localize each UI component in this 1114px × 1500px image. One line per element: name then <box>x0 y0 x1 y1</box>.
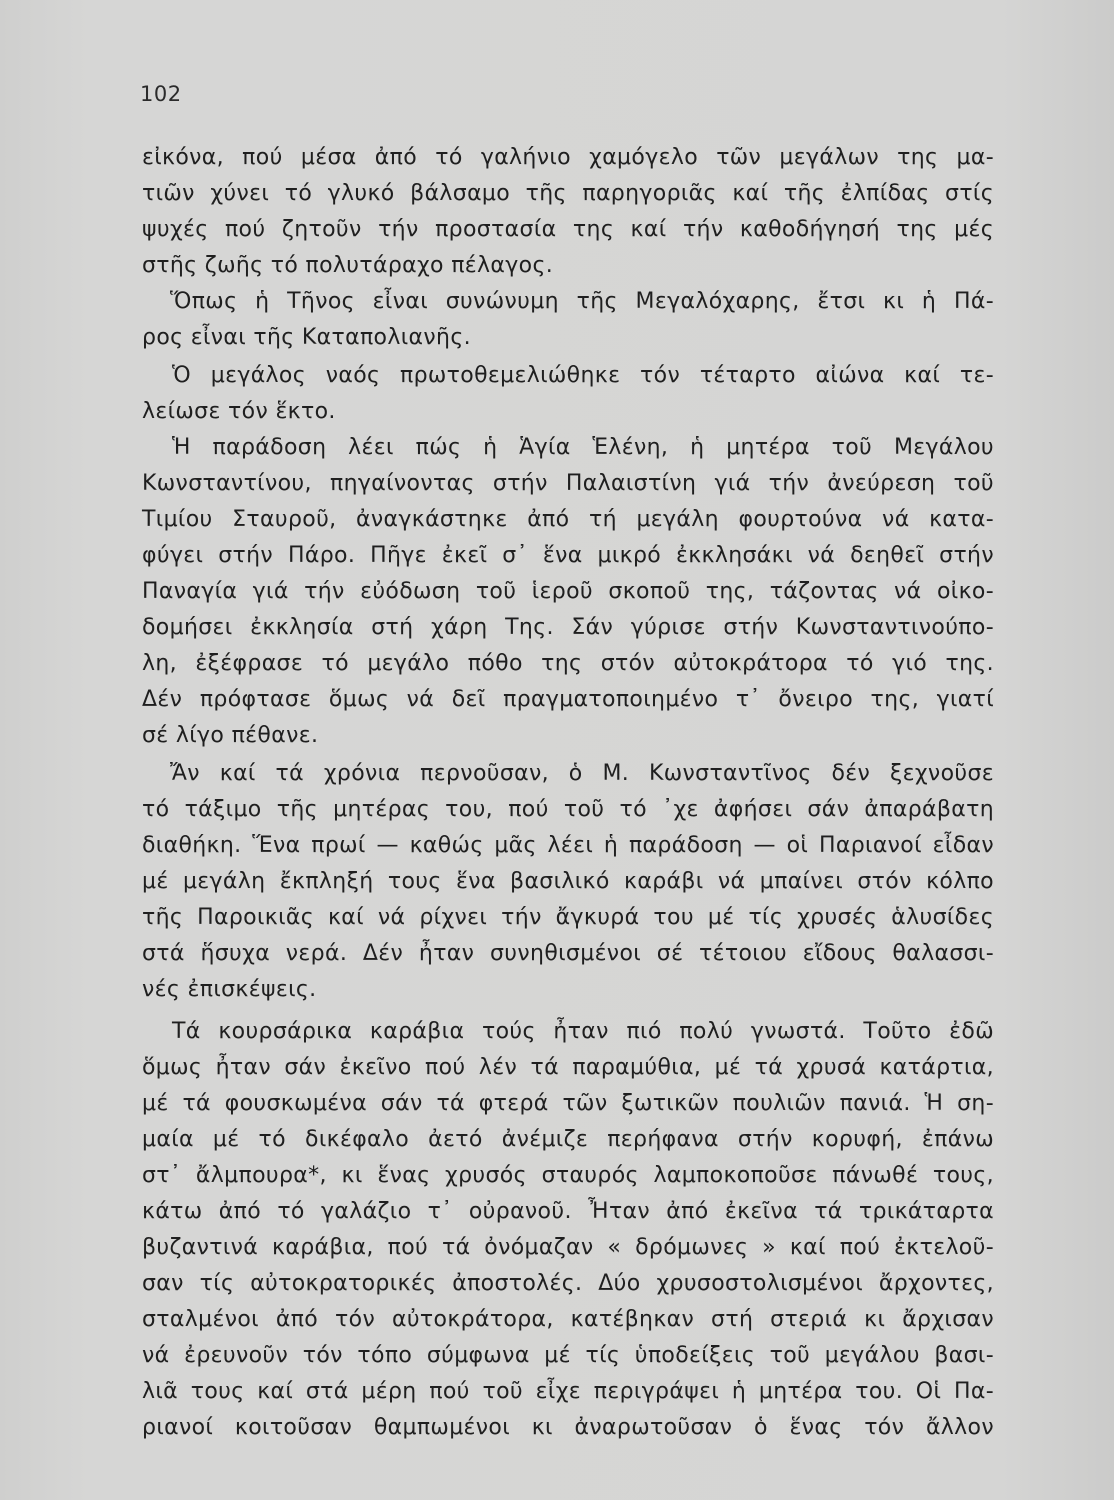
text-line: στά ἥσυχα νερά. Δέν ἦταν συνηθισμένοι σέ τέτοιου εἴδους θαλασσι- <box>142 941 994 966</box>
text-line: ὅμως ἦταν σάν ἐκεῖνο πού λέν τά παραμύθια, μέ τά χρυσά κατάρτια, <box>142 1055 994 1080</box>
text-line: σαν τίς αὐτοκρατορικές ἀποστολές. Δύο χρυσοστολισμένοι ἄρχοντες, <box>142 1271 994 1296</box>
text-line: Ὁ μεγάλος ναός πρωτοθεμελιώθηκε τόν τέταρτο αἰώνα καί τε- <box>172 363 994 388</box>
text-line: βυζαντινά καράβια, πού τά ὀνόμαζαν « δρόμωνες » καί πού ἐκτελοῦ- <box>142 1235 994 1260</box>
text-line: μέ τά φουσκωμένα σάν τά φτερά τῶν ξωτικῶν πουλιῶν πανιά. Ἡ ση- <box>142 1091 994 1116</box>
text-line: Τιμίου Σταυροῦ, ἀναγκάστηκε ἀπό τή μεγάλη φουρτούνα νά κατα- <box>142 507 994 532</box>
text-line: ρος εἶναι τῆς Καταπολιανῆς. <box>142 325 471 350</box>
text-line: Ἡ παράδοση λέει πώς ἡ Ἁγία Ἑλένη, ἡ μητέρα τοῦ Μεγάλου <box>172 435 994 460</box>
text-line: νά ἐρευνοῦν τόν τόπο σύμφωνα μέ τίς ὑποδείξεις τοῦ μεγάλου βασι- <box>142 1343 994 1368</box>
text-line: φύγει στήν Πάρο. Πῆγε ἐκεῖ σ᾽ ἕνα μικρό ἐκκλησάκι νά δεηθεῖ στήν <box>142 543 994 568</box>
text-line: λη, ἐξέφρασε τό μεγάλο πόθο της στόν αὐτοκράτορα τό γιό της. <box>142 651 994 676</box>
text-line: τό τάξιμο τῆς μητέρας του, πού τοῦ τό ᾽χε ἀφήσει σάν ἀπαράβατη <box>142 797 994 822</box>
text-line: Ἄν καί τά χρόνια περνοῦσαν, ὁ Μ. Κωνσταντῖνος δέν ξεχνοῦσε <box>170 761 994 786</box>
text-line: εἰκόνα, πού μέσα ἀπό τό γαλήνιο χαμόγελο τῶν μεγάλων της μα- <box>142 145 994 170</box>
text-line: στ᾽ ἄλμπουρα*, κι ἕνας χρυσός σταυρός λαμποκοποῦσε πάνωθέ τους, <box>142 1163 994 1188</box>
text-line: λείωσε τόν ἕκτο. <box>142 399 336 424</box>
text-line: ψυχές πού ζητοῦν τήν προστασία της καί τήν καθοδήγησή της μές <box>142 217 994 242</box>
text-line: κάτω ἀπό τό γαλάζιο τ᾽ οὐρανοῦ. Ἦταν ἀπό ἐκεῖνα τά τρικάταρτα <box>142 1199 994 1224</box>
page-number: 102 <box>140 82 182 106</box>
text-line: ριανοί κοιτοῦσαν θαμπωμένοι κι ἀναρωτοῦσαν ὁ ἕνας τόν ἄλλον <box>142 1415 994 1440</box>
text-line: σταλμένοι ἀπό τόν αὐτοκράτορα, κατέβηκαν στή στεριά κι ἄρχισαν <box>142 1307 994 1332</box>
text-line: διαθήκη. Ἕνα πρωί — καθώς μᾶς λέει ἡ παράδοση — οἱ Παριανοί εἶδαν <box>142 833 994 858</box>
text-line: σέ λίγο πέθανε. <box>142 723 319 748</box>
text-line: μέ μεγάλη ἔκπληξή τους ἕνα βασιλικό καράβι νά μπαίνει στόν κόλπο <box>142 869 994 894</box>
text-line: Ὅπως ἡ Τῆνος εἶναι συνώνυμη τῆς Μεγαλόχαρης, ἔτσι κι ἡ Πά- <box>170 289 994 314</box>
text-line: Δέν πρόφτασε ὅμως νά δεῖ πραγματοποιημένο τ᾽ ὄνειρο της, γιατί <box>142 687 994 712</box>
text-line: λιᾶ τους καί στά μέρη πού τοῦ εἶχε περιγράψει ἡ μητέρα του. Οἱ Πα- <box>142 1379 994 1404</box>
text-line: μαία μέ τό δικέφαλο ἀετό ἀνέμιζε περήφανα στήν κορυφή, ἐπάνω <box>142 1127 994 1152</box>
text-line: νές ἐπισκέψεις. <box>142 977 317 1002</box>
text-line: Κωνσταντίνου, πηγαίνοντας στήν Παλαιστίνη γιά τήν ἀνεύρεση τοῦ <box>142 471 994 496</box>
text-line: τιῶν χύνει τό γλυκό βάλσαμο τῆς παρηγοριᾶς καί τῆς ἐλπίδας στίς <box>142 181 994 206</box>
text-line: Παναγία γιά τήν εὐόδωση τοῦ ἱεροῦ σκοποῦ της, τάζοντας νά οἰκο- <box>142 579 994 604</box>
text-line: στῆς ζωῆς τό πολυτάραχο πέλαγος. <box>142 253 554 278</box>
text-line: τῆς Παροικιᾶς καί νά ρίχνει τήν ἄγκυρά του μέ τίς χρυσές ἁλυσίδες <box>142 905 994 930</box>
text-line: δομήσει ἐκκλησία στή χάρη Της. Σάν γύρισε στήν Κωνσταντινούπο- <box>142 615 994 640</box>
text-line: Τά κουρσάρικα καράβια τούς ἦταν πιό πολύ γνωστά. Τοῦτο ἐδῶ <box>172 1019 994 1044</box>
